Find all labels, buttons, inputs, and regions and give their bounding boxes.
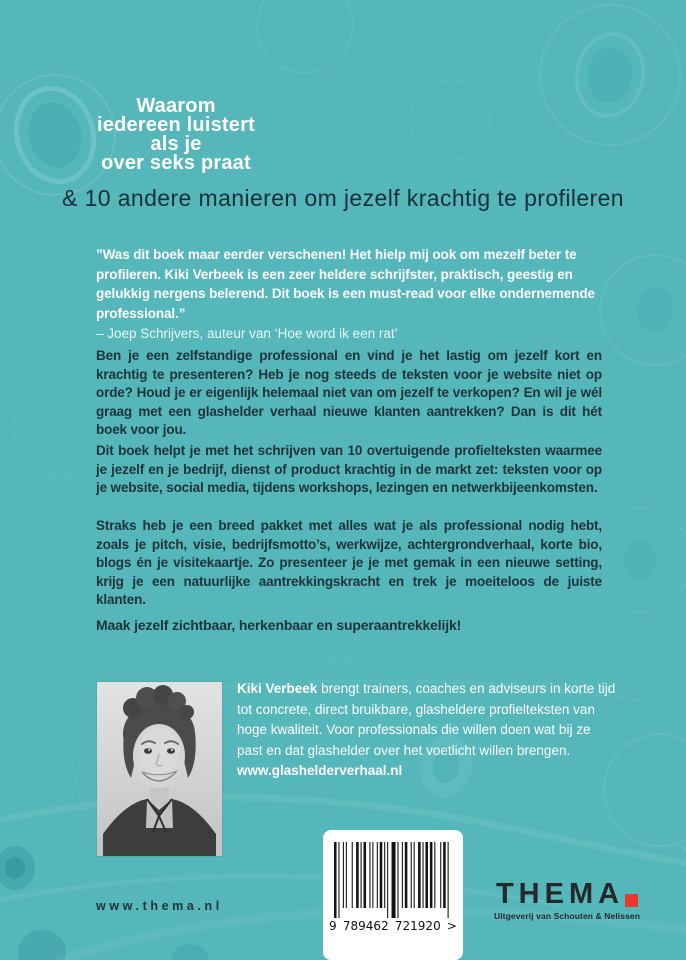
body-paragraph-1: Ben je een zelfstandige professional en vind je het lastig om jezelf kort en krachtig te presenteren? Heb je nog steeds de teksten voor je website niet op orde? Houd je er eigenlijk helemaal niet van om jezelf te verkopen? En wil je wél graag met een glashelder verhaal nieuwe klanten aantrekken? Dan is dit hét boek voor jou. [96, 348, 602, 438]
isbn-barcode [323, 830, 463, 960]
author-website-url: www.glashelderverhaal.nl [237, 763, 403, 778]
publisher-website-url: www.thema.nl [96, 899, 223, 913]
logo-red-square-icon [625, 894, 638, 907]
author-name: Kiki Verbeek [237, 681, 318, 696]
endorsement-quote [96, 245, 602, 344]
call-to-action-line: Maak jezelf zichtbaar, herkenbaar en superaantrekkelijk! [96, 617, 462, 633]
body-paragraph-2: Dit boek helpt je met het schrijven van 10 overtuigende profielteksten waarmee je jezelf en je bedrijf, dienst of product krachtig in de markt zet: teksten voor op je website, social media, tijdens workshops, lezingen en netwerkbijeenkomsten. [96, 443, 602, 496]
book-title [56, 97, 296, 173]
publisher-tagline: Uitgeverij van Schouten & Nelissen [493, 911, 641, 921]
publisher-logo [491, 880, 643, 921]
author-bio-text: brengt trainers, coaches en adviseurs in korte tijd tot concrete, direct bruikbare, glasheldere profielteksten van hoge kwaliteit. Voor professionals die willen doen wat bij ze past en dat glashelder over het voetlicht willen brengen. [237, 681, 616, 758]
publisher-wordmark: THEMA [495, 878, 625, 910]
barcode-digits [329, 919, 457, 933]
book-title-line: als je [150, 133, 202, 155]
book-title-line: iedereen luistert [97, 114, 255, 136]
book-title-line: Waarom [136, 95, 216, 117]
book-subtitle: & 10 andere manieren om jezelf krachtig te profileren [62, 185, 624, 211]
barcode-arrow: > [446, 919, 457, 933]
quote-text: ”Was dit boek maar eerder verschenen! Het hielp mij ook om mezelf beter te profileren. Kiki Verbeek is een zeer heldere schrijfster, praktisch, geestig en gelukkig nergens belerend. Dit boek is een must-read voor elke ondernemende professional.” [96, 247, 595, 321]
barcode-bars [334, 842, 452, 918]
barcode-digit-group: 789462 [342, 919, 389, 933]
author-photo [97, 682, 222, 856]
book-title-line: over seks praat [101, 152, 251, 174]
barcode-digit-group: 721920 [394, 919, 441, 933]
barcode-digit-lead: 9 [329, 919, 337, 933]
quote-attribution: – Joep Schrijvers, auteur van ‘Hoe word ik een rat’ [96, 326, 398, 341]
body-paragraph-3: Straks heb je een breed pakket met alles wat je als professional nodig hebt, zoals je pitch, visie, bedrijfsmotto’s, werkwijze, achtergrondverhaal, korte bio, blogs én je visitekaartje. Zo presenteer je je met gemak in een nieuwe setting, krijg je een natuurlijke aantrekkingskracht en trek je moeiteloos de juiste klanten. [96, 518, 602, 608]
author-bio [237, 679, 619, 782]
